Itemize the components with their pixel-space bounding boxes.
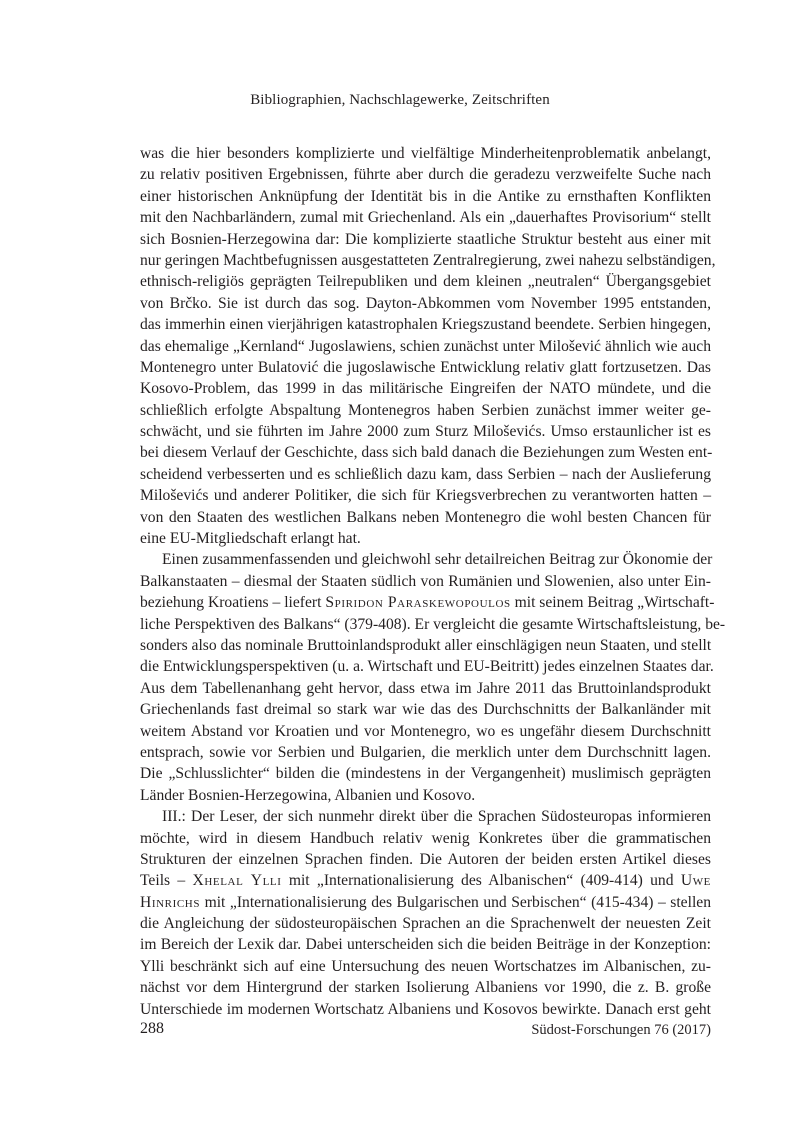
- text-line: [140, 934, 711, 955]
- author-name: Spiridon Paraskewopoulos: [325, 594, 511, 612]
- text-segment: schwächt, und sie führten im Jahre 2000 zum Sturz Miloševićs. Umso erstaunlicher ist es: [140, 423, 711, 441]
- text-segment: liche Perspektiven des Balkans“ (379-408). Er vergleicht die gesamte Wirtschaftsleistung, be-: [140, 615, 726, 633]
- text-segment: nächst vor dem Hintergrund der starken Isolierung Albaniens vor 1990, die z. B. große: [140, 979, 711, 997]
- text-line: [140, 785, 711, 806]
- text-segment: Die „Schlusslichter“ bilden die (mindestens in der Vergangenheit) muslimisch geprägten: [140, 765, 711, 783]
- text-segment: Miloševićs und anderer Politiker, die sich für Kriegsverbrechen zu verantworten hatten –: [140, 487, 711, 505]
- text-line: [140, 892, 711, 913]
- text-segment: das ehemalige „Kernland“ Jugoslawiens, schien zunächst unter Milošević ähnlich wie auch: [140, 337, 711, 355]
- text-line: [140, 699, 711, 720]
- text-segment: III.: Der Leser, der sich nunmehr direkt über die Sprachen Südosteuropas informieren: [162, 808, 711, 826]
- text-segment: Unterschiede im modernen Wortschatz Albaniens und Kosovos bewirkte. Danach erst geht: [140, 1000, 711, 1018]
- text-segment: Aus dem Tabellenanhang geht hervor, dass etwa im Jahre 2011 das Bruttoinlandsprodukt: [140, 679, 711, 697]
- text-segment: Strukturen der einzelnen Sprachen finden. Die Autoren der beiden ersten Artikel dieses: [140, 850, 711, 868]
- text-segment: Montenegro unter Bulatović die jugoslawische Entwicklung relativ glatt fortzusetzen. Das: [140, 358, 711, 376]
- text-segment: Kosovo-Problem, das 1999 in das militärische Eingreifen der NATO mündete, und die: [140, 380, 711, 398]
- text-segment: entsprach, sowie vor Serbien und Bulgarien, die merklich unter dem Durchschnitt lagen.: [140, 743, 711, 761]
- text-line: [140, 400, 711, 421]
- text-line: [140, 656, 714, 677]
- text-line: [140, 806, 711, 827]
- text-line: [140, 250, 716, 271]
- text-line: [140, 229, 711, 250]
- text-line: [140, 592, 715, 613]
- text-line: [140, 485, 711, 506]
- text-segment: sonders also das nominale Bruttoinlandsprodukt aller einschlägigen neun Staaten, und stellt: [140, 636, 712, 654]
- text-segment: Ylli beschränkt sich auf eine Untersuchung des neuen Wortschatzes im Albanischen, zu-: [140, 957, 711, 975]
- text-segment: eine EU-Mitgliedschaft erlangt hat.: [140, 530, 361, 548]
- text-segment: ethnisch-religiös geprägten Teilrepubliken und dem kleinen „neutralen“ Übergangsgebiet: [140, 273, 711, 291]
- text-line: [140, 956, 711, 977]
- text-segment: beziehung Kroatiens – liefert: [140, 594, 326, 612]
- text-segment: Einen zusammenfassenden und gleichwohl sehr detailreichen Beitrag zur Ökonomie der: [162, 551, 713, 569]
- text-segment: die Angleichung der südosteuropäischen Sprachen an die Sprachenwelt der neuesten Zeit: [140, 915, 711, 933]
- text-segment: weitem Abstand vor Kroatien und vor Montenegro, wo es ungefähr diesem Durchschnitt: [140, 722, 711, 740]
- text-line: [140, 442, 711, 463]
- text-segment: was die hier besonders komplizierte und vielfältige Minderheitenproblematik anbelangt,: [140, 145, 711, 162]
- text-segment: mit den Nachbarländern, zumal mit Griechenland. Als ein „dauerhaftes Provisorium“ stellt: [140, 209, 711, 227]
- text-segment: mit seinem Beitrag „Wirtschaft-: [510, 594, 715, 612]
- text-segment: bei diesem Verlauf der Geschichte, dass sich bald danach die Beziehungen zum Westen ent-: [140, 444, 713, 462]
- text-segment: mit „Internationalisierung des Albanischen“ (409-414) und: [281, 872, 681, 890]
- text-line: [140, 357, 711, 378]
- text-line: [140, 293, 711, 314]
- text-segment: Griechenlands fast dreimal so stark war wie das des Durchschnitts der Balkanländer mit: [140, 701, 711, 719]
- text-line: [140, 828, 711, 849]
- text-line: [140, 549, 711, 570]
- text-line: [140, 849, 711, 870]
- text-line: [140, 378, 711, 399]
- text-line: [140, 870, 711, 891]
- journal-citation: Südost-Forschungen 76 (2017): [531, 1022, 711, 1038]
- text-line: [140, 507, 711, 528]
- text-line: [140, 528, 711, 549]
- text-segment: die Entwicklungsperspektiven (u. a. Wirtschaft und EU-Beitritt) jedes einzelnen Staates dar.: [140, 658, 714, 676]
- text-line: [140, 721, 711, 742]
- text-line: [140, 977, 711, 998]
- text-line: [140, 207, 711, 228]
- text-line: [140, 635, 711, 656]
- text-segment: schließlich erfolgte Abspaltung Montenegros haben Serbien zunächst immer weiter ge-: [140, 401, 711, 419]
- text-line: [140, 763, 711, 784]
- text-line: [140, 999, 711, 1020]
- text-segment: sich Bosnien-Herzegowina dar: Die komplizierte staatliche Struktur besteht aus einer mit: [140, 230, 711, 248]
- text-segment: zu relativ positiven Ergebnissen, führte aber durch die geradezu verzweifelte Suche nach: [140, 166, 711, 184]
- author-name: Hinrichs: [140, 893, 201, 911]
- body-text: [140, 143, 726, 1020]
- text-line: [140, 271, 711, 292]
- text-segment: im Bereich der Lexik dar. Dabei unterscheiden sich die beiden Beiträge in der Konzeption:: [140, 936, 711, 954]
- author-name: Uwe: [680, 872, 712, 890]
- running-head: Bibliographien, Nachschlagewerke, Zeitschriften: [250, 92, 550, 108]
- text-line: [140, 314, 711, 335]
- text-line: [140, 164, 711, 185]
- text-segment: scheidend verbesserten und es schließlich dazu kam, dass Serbien – nach der Auslieferung: [140, 465, 711, 483]
- text-line: [140, 336, 711, 357]
- text-segment: das immerhin einen vierjährigen katastrophalen Kriegszustand beendete. Serbien hingegen,: [140, 316, 711, 334]
- text-line: [140, 742, 711, 763]
- text-segment: nur geringen Machtbefugnissen ausgestatteten Zentralregierung, zwei nahezu selbständigen,: [140, 251, 716, 269]
- text-segment: mit „Internationalisierung des Bulgarischen und Serbischen“ (415-434) – stellen: [200, 893, 711, 911]
- text-segment: einer historischen Anknüpfung der Identität bis in die Antike zu ernsthaften Konflikten: [140, 187, 711, 205]
- text-segment: von Brčko. Sie ist durch das sog. Dayton-Abkommen vom November 1995 entstanden,: [140, 294, 711, 312]
- text-segment: möchte, wird in diesem Handbuch relativ wenig Konkretes über die grammatischen: [140, 829, 711, 847]
- text-line: [140, 678, 711, 699]
- author-name: Xhelal Ylli: [192, 872, 282, 890]
- text-line: [140, 186, 711, 207]
- text-segment: Balkanstaaten – diesmal der Staaten südlich von Rumänien und Slowenien, also unter Ein-: [140, 572, 711, 590]
- text-line: [140, 913, 711, 934]
- text-segment: Länder Bosnien-Herzegowina, Albanien und Kosovo.: [140, 786, 476, 804]
- text-line: [140, 143, 711, 164]
- text-line: [140, 464, 711, 485]
- text-segment: von den Staaten des westlichen Balkans neben Montenegro die wohl besten Chancen für: [140, 508, 711, 526]
- text-segment: Teils –: [140, 872, 193, 890]
- text-line: [140, 614, 726, 635]
- page-number: 288: [140, 1020, 164, 1037]
- text-line: [140, 421, 711, 442]
- text-line: [140, 571, 711, 592]
